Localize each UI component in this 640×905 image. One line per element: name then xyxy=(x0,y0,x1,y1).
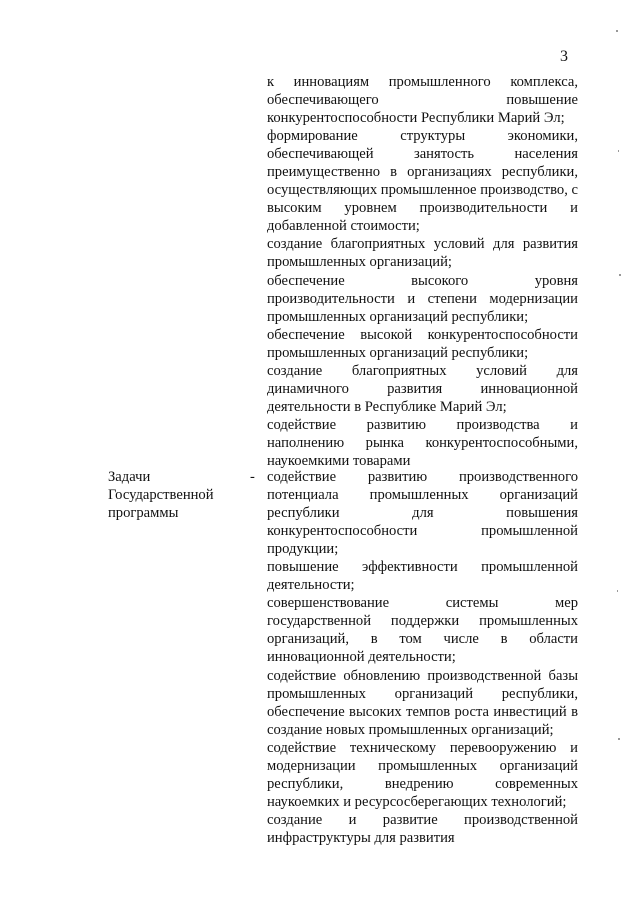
tasks-label xyxy=(108,468,238,522)
scan-speck xyxy=(618,738,620,740)
task-item: повышение эффективности промышленной деятельности; xyxy=(267,559,578,594)
scan-speck xyxy=(618,150,619,152)
goal-item: к инновациям промышленного комплекса, обеспечивающего повышение конкурентоспособности Республики Марий Эл; xyxy=(267,74,578,127)
scan-speck xyxy=(619,274,621,276)
goal-item: создание благоприятных условий для динамичного развития инновационной деятельности в Республике Марий Эл; xyxy=(267,362,578,415)
task-item: создание и развитие производственной инфраструктуры для развития xyxy=(267,811,578,846)
goal-item: обеспечение высокого уровня производительности и степени модернизации промышленных организаций республики; xyxy=(267,272,578,325)
scan-speck xyxy=(616,30,618,32)
tasks-label-line: Государственной xyxy=(108,487,214,504)
scan-speck xyxy=(617,590,618,592)
task-item: содействие развитию производственного потенциала промышленных организаций республики для повышения конкурентоспособности промышленной продукции; xyxy=(267,469,578,558)
tasks-dash: - xyxy=(250,469,255,485)
goal-item: формирование структуры экономики, обеспечивающей занятость населения преимущественно в организациях республики, осуществляющих промышленное производство, с высоким уровнем производительности и добавленной стоимости; xyxy=(267,128,578,235)
task-item: содействие обновлению производственной базы промышленных организаций республики, обеспечение высоких темпов роста инвестиций в создание новых промышленных организаций; xyxy=(267,667,578,738)
task-item: содействие техническому перевооружению и модернизации промышленных организаций республики, внедрению современных наукоемких и ресурсосберегающих технологий; xyxy=(267,739,578,810)
tasks-label-line: программы xyxy=(108,505,179,522)
goal-item: содействие развитию производства и наполнению рынка конкурентоспособными, наукоемкими товарами xyxy=(267,416,578,469)
tasks-block xyxy=(267,468,578,847)
goal-item: обеспечение высокой конкурентоспособности промышленных организаций республики; xyxy=(267,326,578,361)
goals-continued-block xyxy=(267,73,578,470)
tasks-label-line: Задачи xyxy=(108,469,151,485)
goal-item: создание благоприятных условий для развития промышленных организаций; xyxy=(267,236,578,271)
task-item: совершенствование системы мер государственной поддержки промышленных организаций, в том числе в области инновационной деятельности; xyxy=(267,595,578,666)
page-number: 3 xyxy=(560,48,568,65)
